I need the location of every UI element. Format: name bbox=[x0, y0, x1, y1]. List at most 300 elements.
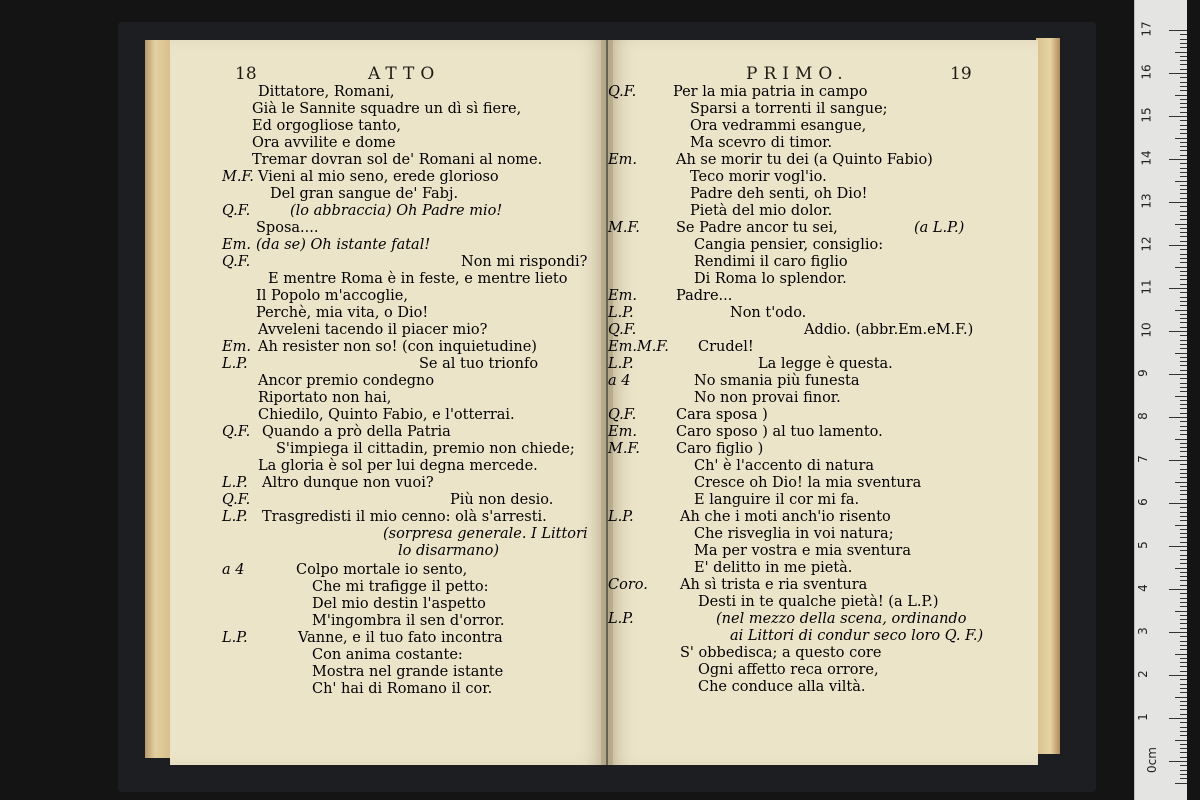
ruler-tick bbox=[1180, 275, 1187, 276]
ruler-tick bbox=[1180, 748, 1187, 749]
verse-line: Non mi rispondi? bbox=[461, 254, 588, 270]
ruler-tick bbox=[1180, 365, 1187, 366]
ruler-tick bbox=[1180, 232, 1187, 233]
ruler-tick bbox=[1180, 176, 1187, 177]
verse-line: No non provai finor. bbox=[694, 390, 841, 406]
ruler-tick bbox=[1180, 529, 1187, 530]
ruler-tick bbox=[1180, 447, 1187, 448]
verse-line: Il Popolo m'accoglie, bbox=[256, 288, 408, 304]
verse-line: Con anima costante: bbox=[312, 647, 463, 663]
verse-line: Se al tuo trionfo bbox=[419, 356, 539, 372]
ruler-tick bbox=[1175, 783, 1187, 784]
ruler-tick bbox=[1180, 86, 1187, 87]
ruler-tick bbox=[1180, 563, 1187, 564]
verse-line: (lo abbraccia) Oh Padre mio! bbox=[290, 203, 503, 219]
ruler-tick bbox=[1180, 494, 1187, 495]
speaker-label: Q.F. bbox=[222, 254, 251, 270]
ruler-tick bbox=[1180, 649, 1187, 650]
speaker-label: M.F. bbox=[608, 220, 640, 236]
verse-line: E' delitto in me pietà. bbox=[694, 560, 853, 576]
ruler-tick bbox=[1180, 684, 1187, 685]
ruler-tick bbox=[1180, 314, 1187, 315]
ruler-tick bbox=[1180, 236, 1187, 237]
ruler-label: 14 bbox=[1139, 150, 1154, 166]
ruler-tick bbox=[1180, 47, 1187, 48]
speaker-label: L.P. bbox=[608, 509, 634, 525]
ruler-tick bbox=[1175, 697, 1187, 698]
ruler-tick bbox=[1169, 374, 1187, 375]
verse-line: Tremar dovran sol de' Romani al nome. bbox=[252, 152, 543, 168]
ruler-tick bbox=[1180, 357, 1187, 358]
ruler-tick bbox=[1169, 116, 1187, 117]
verse-line: Vieni al mio seno, erede glorioso bbox=[258, 169, 499, 185]
ruler-tick bbox=[1180, 421, 1187, 422]
ruler-tick bbox=[1180, 576, 1187, 577]
ruler-tick bbox=[1180, 714, 1187, 715]
speaker-label: Q.F. bbox=[608, 322, 637, 338]
ruler-tick bbox=[1180, 641, 1187, 642]
verse-line: Caro figlio ) bbox=[676, 441, 764, 457]
verse-line: Vanne, e il tuo fato incontra bbox=[298, 630, 503, 646]
ruler-tick bbox=[1169, 30, 1187, 31]
ruler-tick bbox=[1180, 241, 1187, 242]
ruler-tick bbox=[1180, 443, 1187, 444]
verse-line: Desti in te qualche pietà! (a L.P.) bbox=[698, 594, 939, 610]
ruler-tick bbox=[1180, 456, 1187, 457]
speaker-label: Em. bbox=[608, 424, 637, 440]
ruler-tick bbox=[1180, 628, 1187, 629]
left-page-edges bbox=[145, 40, 170, 758]
ruler-tick bbox=[1180, 512, 1187, 513]
ruler-tick bbox=[1180, 103, 1187, 104]
speaker-label: M.F. bbox=[608, 441, 640, 457]
speaker-label: Em. bbox=[222, 339, 251, 355]
ruler-tick bbox=[1180, 43, 1187, 44]
verse-line: ai Littori di condur seco loro Q. F.) bbox=[730, 628, 984, 644]
verse-line: Ch' è l'accento di natura bbox=[694, 458, 875, 474]
verse-line: Ah resister non so! (con inquietudine) bbox=[258, 339, 537, 355]
ruler-tick bbox=[1180, 185, 1187, 186]
ruler-tick bbox=[1180, 778, 1187, 779]
ruler-tick bbox=[1175, 181, 1187, 182]
ruler-tick bbox=[1180, 133, 1187, 134]
ruler-tick bbox=[1180, 572, 1187, 573]
ruler-label: 6 bbox=[1135, 498, 1150, 506]
verse-line: Cangia pensier, consiglio: bbox=[694, 237, 884, 253]
ruler-label: 9 bbox=[1135, 369, 1150, 377]
ruler-label: 3 bbox=[1135, 627, 1150, 635]
verse-line: Addio. (abbr.Em.eM.F.) bbox=[804, 322, 974, 338]
speaker-label: L.P. bbox=[222, 475, 248, 491]
ruler-tick bbox=[1180, 297, 1187, 298]
verse-line: Dittatore, Romani, bbox=[258, 84, 395, 100]
ruler-tick bbox=[1180, 722, 1187, 723]
verse-line: Del gran sangue de' Fabj. bbox=[270, 186, 459, 202]
ruler-tick bbox=[1180, 82, 1187, 83]
ruler-tick bbox=[1180, 150, 1187, 151]
ruler-tick bbox=[1180, 464, 1187, 465]
ruler-tick bbox=[1169, 159, 1187, 160]
ruler-tick bbox=[1180, 279, 1187, 280]
ruler-label: 1 bbox=[1135, 713, 1150, 721]
ruler-tick bbox=[1180, 262, 1187, 263]
ruler-tick bbox=[1180, 735, 1187, 736]
ruler-tick bbox=[1180, 155, 1187, 156]
verse-line: Cara sposa ) bbox=[676, 407, 768, 423]
ruler-tick bbox=[1180, 434, 1187, 435]
ruler-tick bbox=[1180, 413, 1187, 414]
ruler-tick bbox=[1180, 99, 1187, 100]
ruler-tick bbox=[1180, 658, 1187, 659]
ruler-tick bbox=[1180, 645, 1187, 646]
verse-line: M'ingombra il sen d'orror. bbox=[312, 613, 505, 629]
speaker-label: Q.F. bbox=[608, 84, 637, 100]
ruler-tick bbox=[1180, 615, 1187, 616]
verse-line: Ah se morir tu dei (a Quinto Fabio) bbox=[676, 152, 933, 168]
verse-line: Se Padre ancor tu sei, bbox=[676, 220, 838, 236]
verse-line: Chiedilo, Quinto Fabio, e l'otterrai. bbox=[258, 407, 515, 423]
ruler-tick bbox=[1180, 400, 1187, 401]
ruler-tick bbox=[1180, 107, 1187, 108]
verse-line: Del mio destin l'aspetto bbox=[312, 596, 486, 612]
ruler-tick bbox=[1175, 740, 1187, 741]
verse-line: Sparsi a torrenti il sangue; bbox=[690, 101, 888, 117]
verse-line: E mentre Roma è in feste, e mentre lieto bbox=[268, 271, 568, 287]
ruler-tick bbox=[1180, 770, 1187, 771]
ruler-tick bbox=[1180, 555, 1187, 556]
ruler-tick bbox=[1180, 168, 1187, 169]
verse-line: Crudel! bbox=[698, 339, 754, 355]
ruler-tick bbox=[1180, 559, 1187, 560]
verse-line: (da se) Oh istante fatal! bbox=[256, 237, 431, 253]
ruler-tick bbox=[1180, 765, 1187, 766]
ruler-tick bbox=[1180, 193, 1187, 194]
ruler-tick bbox=[1180, 34, 1187, 35]
verse-line: (nel mezzo della scena, ordinando bbox=[716, 611, 967, 627]
verse-line: Rendimi il caro figlio bbox=[694, 254, 848, 270]
ruler-label: 7 bbox=[1135, 455, 1150, 463]
ruler-tick bbox=[1180, 219, 1187, 220]
ruler-tick bbox=[1180, 340, 1187, 341]
ruler-tick bbox=[1180, 580, 1187, 581]
ruler-tick bbox=[1180, 473, 1187, 474]
speaker-label: Em.M.F. bbox=[608, 339, 669, 355]
verse-line: Più non desio. bbox=[450, 492, 554, 508]
ruler-tick bbox=[1175, 396, 1187, 397]
ruler-tick bbox=[1180, 254, 1187, 255]
ruler-tick bbox=[1180, 172, 1187, 173]
speaker-label: Q.F. bbox=[608, 407, 637, 423]
ruler-tick bbox=[1180, 542, 1187, 543]
ruler-tick bbox=[1180, 593, 1187, 594]
ruler-tick bbox=[1175, 95, 1187, 96]
verse-line: Caro sposo ) al tuo lamento. bbox=[676, 424, 883, 440]
ruler-tick bbox=[1175, 568, 1187, 569]
right-page-number: 19 bbox=[950, 64, 972, 84]
ruler-label: 11 bbox=[1139, 279, 1154, 295]
speaker-label: M.F. bbox=[222, 169, 254, 185]
ruler-tick bbox=[1175, 52, 1187, 53]
ruler-tick bbox=[1180, 198, 1187, 199]
verse-line: Padre... bbox=[676, 288, 733, 304]
ruler-tick bbox=[1180, 490, 1187, 491]
verse-line: Avveleni tacendo il piacer mio? bbox=[258, 322, 488, 338]
ruler-tick bbox=[1180, 112, 1187, 113]
ruler-tick bbox=[1169, 675, 1187, 676]
ruler-tick bbox=[1180, 774, 1187, 775]
verse-line: Ma per vostra e mia sventura bbox=[694, 543, 912, 559]
ruler-tick bbox=[1175, 482, 1187, 483]
verse-line: La gloria è sol per lui degna mercede. bbox=[258, 458, 538, 474]
ruler-tick bbox=[1169, 73, 1187, 74]
ruler-tick bbox=[1180, 284, 1187, 285]
ruler-tick bbox=[1175, 353, 1187, 354]
ruler-tick bbox=[1180, 598, 1187, 599]
verse-line: Per la mia patria in campo bbox=[673, 84, 868, 100]
ruler-tick bbox=[1180, 383, 1187, 384]
verse-line: Trasgredisti il mio cenno: olà s'arresti. bbox=[262, 509, 547, 525]
ruler-tick bbox=[1180, 537, 1187, 538]
ruler-tick bbox=[1180, 520, 1187, 521]
ruler-tick bbox=[1180, 486, 1187, 487]
ruler-tick bbox=[1180, 727, 1187, 728]
speaker-label: L.P. bbox=[608, 305, 634, 321]
ruler-tick bbox=[1169, 331, 1187, 332]
ruler-tick bbox=[1169, 718, 1187, 719]
speaker-label: a 4 bbox=[608, 373, 631, 389]
ruler-tick bbox=[1180, 348, 1187, 349]
verse-line: Ogni affetto reca orrore, bbox=[698, 662, 879, 678]
ruler-tick bbox=[1180, 378, 1187, 379]
verse-line: (sorpresa generale. I Littori bbox=[383, 526, 588, 542]
speaker-label: L.P. bbox=[222, 630, 248, 646]
verse-line: Che mi trafigge il petto: bbox=[312, 579, 489, 595]
verse-line: Già le Sannite squadre un dì sì fiere, bbox=[252, 101, 522, 117]
ruler-tick bbox=[1180, 344, 1187, 345]
ruler-tick bbox=[1180, 228, 1187, 229]
ruler-tick bbox=[1180, 60, 1187, 61]
ruler-tick bbox=[1180, 692, 1187, 693]
ruler-label: 0cm bbox=[1144, 747, 1159, 773]
verse-line: Riportato non hai, bbox=[258, 390, 392, 406]
ruler-tick bbox=[1180, 391, 1187, 392]
ruler-tick bbox=[1180, 77, 1187, 78]
ruler-tick bbox=[1169, 503, 1187, 504]
verse-line: Colpo mortale io sento, bbox=[296, 562, 468, 578]
ruler-tick bbox=[1180, 662, 1187, 663]
verse-line: Ch' hai di Romano il cor. bbox=[312, 681, 493, 697]
right-page-header: PRIMO. bbox=[746, 64, 849, 84]
verse-line: Mostra nel grande istante bbox=[312, 664, 504, 680]
ruler-tick bbox=[1180, 211, 1187, 212]
ruler-tick bbox=[1169, 546, 1187, 547]
ruler-tick bbox=[1175, 310, 1187, 311]
ruler-tick bbox=[1180, 499, 1187, 500]
ruler-tick bbox=[1180, 142, 1187, 143]
ruler-tick bbox=[1180, 731, 1187, 732]
verse-line: Padre deh senti, oh Dio! bbox=[690, 186, 868, 202]
ruler-tick bbox=[1180, 705, 1187, 706]
verse-line: (a L.P.) bbox=[914, 220, 965, 236]
ruler-tick bbox=[1180, 206, 1187, 207]
speaker-label: Em. bbox=[608, 288, 637, 304]
right-page-edges bbox=[1036, 38, 1060, 754]
ruler-tick bbox=[1180, 69, 1187, 70]
ruler-label: 17 bbox=[1139, 21, 1154, 37]
ruler-tick bbox=[1180, 636, 1187, 637]
verse-line: No smania più funesta bbox=[694, 373, 860, 389]
ruler-tick bbox=[1180, 469, 1187, 470]
ruler-tick bbox=[1180, 361, 1187, 362]
ruler-label: 4 bbox=[1135, 584, 1150, 592]
ruler-label: 10 bbox=[1139, 322, 1154, 338]
ruler-tick bbox=[1180, 688, 1187, 689]
speaker-label: Em. bbox=[608, 152, 637, 168]
ruler-tick bbox=[1169, 761, 1187, 762]
ruler-tick bbox=[1180, 744, 1187, 745]
speaker-label: L.P. bbox=[608, 611, 634, 627]
verse-line: S' obbedisca; a questo core bbox=[680, 645, 882, 661]
ruler-tick bbox=[1180, 671, 1187, 672]
verse-line: E languire il cor mi fa. bbox=[694, 492, 860, 508]
ruler-tick bbox=[1180, 318, 1187, 319]
ruler-tick bbox=[1180, 602, 1187, 603]
ruler-tick bbox=[1180, 64, 1187, 65]
ruler-tick bbox=[1180, 533, 1187, 534]
ruler-tick bbox=[1180, 120, 1187, 121]
ruler-tick bbox=[1180, 679, 1187, 680]
verse-line: Ah che i moti anch'io risento bbox=[680, 509, 891, 525]
verse-line: Ora avvilite e dome bbox=[252, 135, 396, 151]
verse-line: Ma scevro di timor. bbox=[690, 135, 833, 151]
verse-line: La legge è questa. bbox=[758, 356, 893, 372]
ruler-tick bbox=[1175, 224, 1187, 225]
ruler-tick bbox=[1180, 623, 1187, 624]
speaker-label: Coro. bbox=[608, 577, 648, 593]
verse-line: Quando a prò della Patria bbox=[262, 424, 451, 440]
measuring-ruler bbox=[1134, 0, 1187, 800]
ruler-tick bbox=[1175, 611, 1187, 612]
ruler-tick bbox=[1169, 288, 1187, 289]
ruler-tick bbox=[1180, 189, 1187, 190]
ruler-tick bbox=[1180, 335, 1187, 336]
ruler-tick bbox=[1180, 129, 1187, 130]
verse-line: S'impiega il cittadin, premio non chiede; bbox=[276, 441, 575, 457]
ruler-tick bbox=[1169, 589, 1187, 590]
ruler-tick bbox=[1175, 654, 1187, 655]
verse-line: Ancor premio condegno bbox=[258, 373, 435, 389]
speaker-label: Em. bbox=[222, 237, 251, 253]
ruler-label: 2 bbox=[1135, 670, 1150, 678]
speaker-label: a 4 bbox=[222, 562, 245, 578]
ruler-tick bbox=[1175, 525, 1187, 526]
ruler-tick bbox=[1180, 404, 1187, 405]
ruler-tick bbox=[1180, 305, 1187, 306]
left-page-number: 18 bbox=[235, 64, 257, 84]
ruler-tick bbox=[1169, 245, 1187, 246]
ruler-tick bbox=[1175, 138, 1187, 139]
verse-line: Pietà del mio dolor. bbox=[690, 203, 833, 219]
verse-line: lo disarmano) bbox=[398, 543, 500, 559]
verse-line: Perchè, mia vita, o Dio! bbox=[256, 305, 429, 321]
ruler-tick bbox=[1180, 585, 1187, 586]
verse-line: Ed orgogliose tanto, bbox=[252, 118, 402, 134]
ruler-tick bbox=[1180, 56, 1187, 57]
ruler-tick bbox=[1180, 258, 1187, 259]
ruler-tick bbox=[1180, 666, 1187, 667]
speaker-label: Q.F. bbox=[222, 424, 251, 440]
ruler-label: 5 bbox=[1135, 541, 1150, 549]
ruler-tick bbox=[1180, 322, 1187, 323]
ruler-tick bbox=[1180, 757, 1187, 758]
left-page-header: ATTO bbox=[368, 64, 441, 84]
ruler-tick bbox=[1180, 39, 1187, 40]
ruler-tick bbox=[1175, 267, 1187, 268]
verse-line: Altro dunque non vuoi? bbox=[262, 475, 434, 491]
ruler-tick bbox=[1180, 125, 1187, 126]
ruler-tick bbox=[1180, 215, 1187, 216]
speaker-label: L.P. bbox=[608, 356, 634, 372]
ruler-tick bbox=[1180, 752, 1187, 753]
ruler-tick bbox=[1175, 439, 1187, 440]
ruler-tick bbox=[1180, 301, 1187, 302]
ruler-tick bbox=[1180, 451, 1187, 452]
ruler-tick bbox=[1180, 271, 1187, 272]
verse-line: Ah sì trista e ria sventura bbox=[680, 577, 868, 593]
ruler-tick bbox=[1180, 430, 1187, 431]
ruler-tick bbox=[1180, 619, 1187, 620]
verse-line: Cresce oh Dio! la mia sventura bbox=[694, 475, 922, 491]
ruler-tick bbox=[1180, 426, 1187, 427]
verse-line: Non t'odo. bbox=[730, 305, 807, 321]
ruler-tick bbox=[1180, 477, 1187, 478]
ruler-tick bbox=[1180, 249, 1187, 250]
ruler-tick bbox=[1180, 606, 1187, 607]
ruler-tick bbox=[1180, 370, 1187, 371]
verse-line: Di Roma lo splendor. bbox=[694, 271, 847, 287]
ruler-label: 16 bbox=[1139, 64, 1154, 80]
ruler-tick bbox=[1180, 90, 1187, 91]
verse-line: Sposa.... bbox=[256, 220, 319, 236]
ruler-tick bbox=[1180, 327, 1187, 328]
speaker-label: Q.F. bbox=[222, 492, 251, 508]
ruler-tick bbox=[1180, 387, 1187, 388]
verse-line: Che conduce alla viltà. bbox=[698, 679, 866, 695]
ruler-tick bbox=[1180, 146, 1187, 147]
ruler-tick bbox=[1169, 417, 1187, 418]
ruler-tick bbox=[1180, 709, 1187, 710]
ruler-tick bbox=[1169, 632, 1187, 633]
ruler-label: 15 bbox=[1139, 107, 1154, 123]
ruler-label: 13 bbox=[1139, 193, 1154, 209]
ruler-label: 12 bbox=[1139, 236, 1154, 252]
ruler-tick bbox=[1180, 408, 1187, 409]
speaker-label: L.P. bbox=[222, 509, 248, 525]
ruler-tick bbox=[1169, 202, 1187, 203]
ruler-tick bbox=[1180, 701, 1187, 702]
verse-line: Ora vedrammi esangue, bbox=[690, 118, 867, 134]
ruler-label: 8 bbox=[1135, 412, 1150, 420]
ruler-tick bbox=[1180, 163, 1187, 164]
speaker-label: L.P. bbox=[222, 356, 248, 372]
ruler-tick bbox=[1180, 550, 1187, 551]
book-gutter bbox=[601, 40, 613, 765]
verse-line: Che risveglia in voi natura; bbox=[694, 526, 894, 542]
ruler-tick bbox=[1180, 292, 1187, 293]
ruler-tick bbox=[1169, 460, 1187, 461]
ruler-tick bbox=[1180, 516, 1187, 517]
ruler-tick bbox=[1180, 507, 1187, 508]
